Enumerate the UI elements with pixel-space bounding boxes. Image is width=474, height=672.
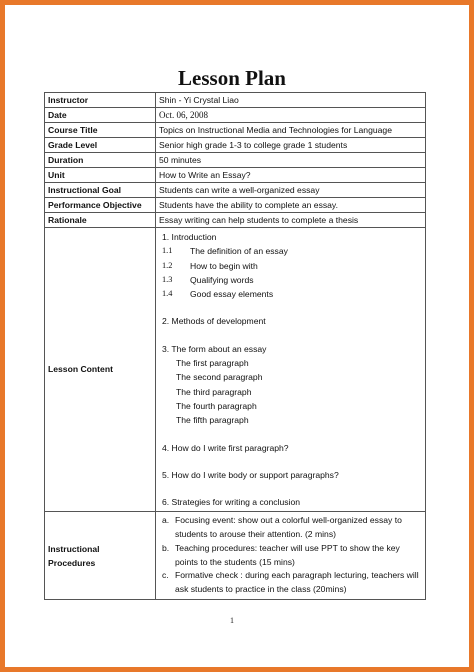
lesson-content-cell [156,228,426,512]
instructional-goal-value: Students can write a well-organized essay [156,183,426,198]
page-title: Lesson Plan [178,66,286,90]
lesson-plan-table [44,92,426,600]
content-item: 3. The form about an essay [162,343,267,354]
content-subitem: The fifth paragraph [176,415,249,426]
date-label: Date [45,108,156,123]
instructional-goal-label: Instructional Goal [45,183,156,198]
procedure-item: b. Teaching procedures: teacher will use PPT to show the key points to the students (15 mins) [162,542,400,567]
unit-value: How to Write an Essay? [156,168,426,183]
content-item: 2. Methods of development [162,316,266,327]
date-value: Oct. 06, 2008 [156,108,426,123]
grade-level-label: Grade Level [45,138,156,153]
content-subitem: The second paragraph [176,372,263,383]
content-subitem: The first paragraph [176,358,249,369]
duration-value: 50 minutes [156,153,426,168]
lesson-content-label: Lesson Content [45,228,156,512]
content-item: 1. Introduction [162,232,217,242]
content-subitem: 1.3 Qualifying words [162,274,254,285]
content-item: 5. How do I write body or support paragraphs? [162,469,339,480]
content-subitem: 1.4 Good essay elements [162,289,274,300]
course-title-value: Topics on Instructional Media and Technologies for Language [156,123,426,138]
instructor-value: Shin - Yi Crystal Liao [156,93,426,108]
course-title-label: Course Title [45,123,156,138]
content-subitem: The third paragraph [176,386,252,397]
procedures-cell [156,512,426,599]
content-subitem: The fourth paragraph [176,400,257,411]
content-item: 4. How do I write first paragraph? [162,442,289,453]
performance-objective-value: Students have the ability to complete an essay. [156,198,426,213]
grade-level-value: Senior high grade 1-3 to college grade 1 students [156,138,426,153]
procedure-item: a. Focusing event: show out a colorful well-organized essay to students to arouse their attention. (2 mins) [162,515,402,540]
instructional-procedures-label: Instructional Procedures [45,512,156,599]
performance-objective-label: Performance Objective [45,198,156,213]
unit-label: Unit [45,168,156,183]
rationale-label: Rationale [45,213,156,228]
content-subitem: 1.1 The definition of an essay [162,246,288,257]
instructor-label: Instructor [45,93,156,108]
page-number: 1 [230,616,234,625]
procedure-item: c. Formative check : during each paragraph lecturing, teachers will ask students to practice in the class (20mins) [162,570,419,594]
content-subitem: 1.2 How to begin with [162,260,258,271]
duration-label: Duration [45,153,156,168]
content-item: 6. Strategies for writing a conclusion [162,497,301,508]
rationale-value: Essay writing can help students to complete a thesis [156,213,426,228]
